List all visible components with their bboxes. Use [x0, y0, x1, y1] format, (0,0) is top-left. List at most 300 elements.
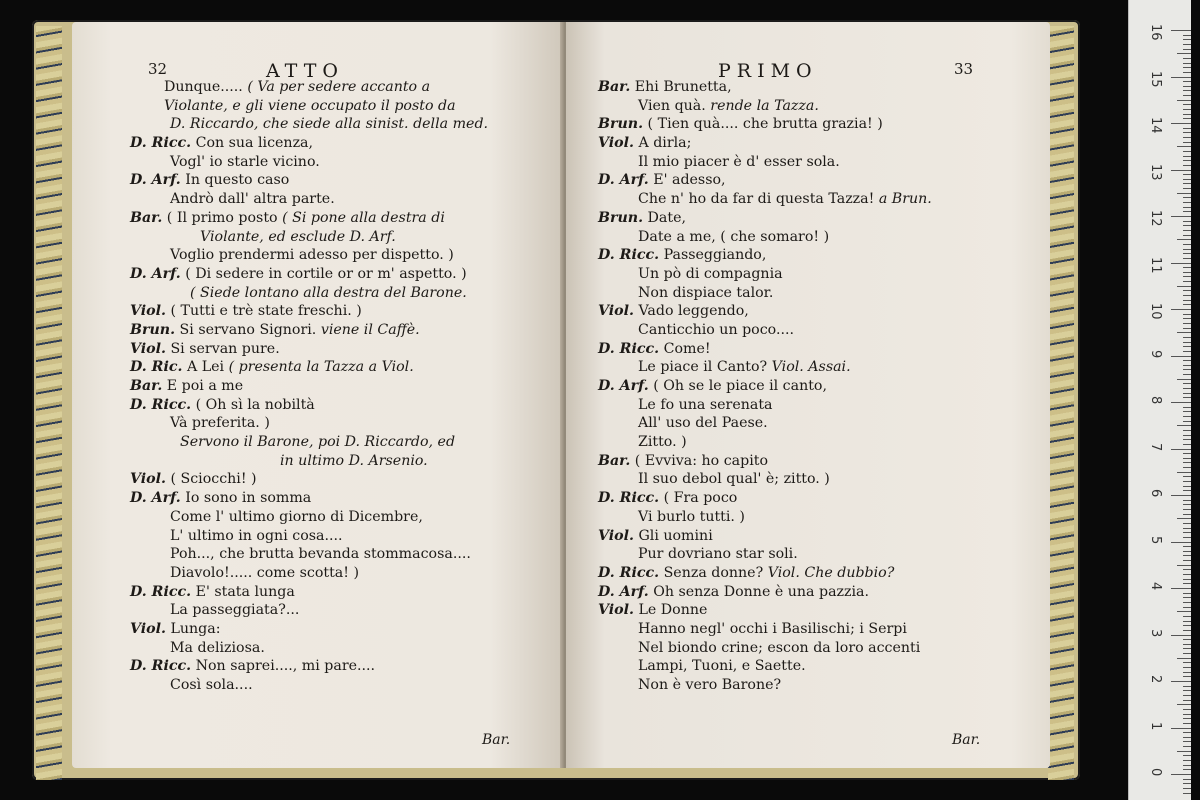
ruler-number: 15: [1148, 70, 1163, 88]
dialogue-text: Passeggiando,: [659, 247, 767, 264]
ruler-tick: [1183, 290, 1191, 291]
ruler-tick: [1183, 179, 1191, 180]
ruler-number: 2: [1148, 675, 1163, 684]
ruler-tick: [1183, 560, 1191, 561]
ruler-number: 5: [1148, 535, 1163, 544]
ruler-number: 14: [1148, 117, 1163, 134]
ruler-number: 10: [1148, 303, 1163, 320]
ruler-tick: [1177, 286, 1191, 287]
ruler-tick: [1183, 700, 1191, 701]
text-line: [598, 527, 932, 546]
ruler-tick: [1183, 695, 1191, 696]
dialogue-text: Zitto. ): [638, 434, 687, 451]
ruler-tick: [1183, 365, 1191, 366]
dialogue-text: Le fo una serenata: [638, 396, 773, 413]
text-line: [130, 284, 488, 303]
text-line: [130, 78, 488, 97]
ruler-tick: [1183, 156, 1191, 157]
speaker-name: Viol.: [130, 471, 166, 488]
ruler-tick: [1183, 342, 1191, 343]
dialogue-text: Poh..., che brutta bevanda stommacosa....: [170, 546, 471, 563]
text-line: [130, 321, 488, 340]
text-line: [130, 246, 488, 265]
ruler-tick: [1183, 769, 1191, 770]
dialogue-text: Nel biondo crine; escon da loro accenti: [638, 639, 921, 656]
ruler-number: 9: [1148, 349, 1163, 358]
ruler-tick: [1183, 174, 1191, 175]
ruler-tick: [1183, 709, 1191, 710]
ruler-tick: [1183, 118, 1191, 119]
ruler-tick: [1183, 718, 1191, 719]
text-line: [598, 508, 932, 527]
ruler-tick: [1183, 142, 1191, 143]
stage-direction: rende la Tazza.: [710, 97, 819, 114]
ruler-tick: [1183, 244, 1191, 245]
dialogue-text: Date,: [643, 209, 686, 226]
speaker-name: Brun.: [130, 321, 176, 338]
ruler-tick: [1183, 509, 1191, 510]
stage-direction: D. Riccardo, che siede alla sinist. della med.: [170, 116, 489, 133]
ruler-tick: [1177, 751, 1191, 752]
ruler-tick: [1183, 537, 1191, 538]
dialogue-text: Date a me, ( che somaro! ): [638, 228, 830, 245]
left-page: [72, 22, 564, 768]
catchword: Bar.: [482, 732, 511, 748]
ruler-tick: [1183, 137, 1191, 138]
stage-direction: ( Va per sedere accanto a: [247, 79, 431, 95]
ruler-tick: [1177, 332, 1191, 333]
ruler-number: 7: [1148, 442, 1163, 451]
ruler-tick: [1171, 123, 1191, 124]
text-line: [598, 414, 932, 433]
stage-direction: a Brun.: [878, 191, 932, 208]
ruler-tick: [1183, 583, 1191, 584]
running-head: ATTO: [266, 60, 344, 82]
text-line: [130, 209, 488, 228]
dialogue-text: Andrò dall' altra parte.: [170, 191, 335, 208]
text-line: [598, 209, 932, 228]
dialogue-text: ( Sciocchi! ): [165, 471, 257, 488]
ruler-tick: [1183, 783, 1191, 784]
ruler-tick: [1183, 188, 1191, 189]
ruler-tick: [1171, 495, 1191, 496]
speaker-name: Brun.: [598, 116, 644, 133]
text-line: [598, 396, 932, 415]
ruler-tick: [1171, 356, 1191, 357]
ruler-tick: [1183, 793, 1191, 794]
ruler-tick: [1183, 411, 1191, 412]
ruler-tick: [1183, 272, 1191, 273]
ruler-tick: [1183, 714, 1191, 715]
ruler-tick: [1183, 351, 1191, 352]
dialogue-text: A Lei: [182, 359, 229, 376]
ruler-tick: [1183, 49, 1191, 50]
dialogue-text: ( Evviva: ho capito: [630, 452, 768, 469]
ruler-tick: [1171, 681, 1191, 682]
ruler-tick: [1183, 453, 1191, 454]
speaker-name: D. Ricc.: [598, 247, 660, 264]
ruler-tick: [1183, 737, 1191, 738]
dialogue-text: Non saprei...., mi pare....: [191, 658, 376, 675]
speaker-name: D. Arf.: [598, 378, 649, 394]
dialogue-text: La passeggiata?...: [170, 602, 300, 619]
text-line: [598, 676, 932, 695]
dialogue-text: Dunque.....: [164, 79, 248, 95]
ruler-tick: [1183, 337, 1191, 338]
ruler-tick: [1183, 458, 1191, 459]
ruler-tick: [1183, 160, 1191, 161]
ruler-tick: [1183, 383, 1191, 384]
dialogue-text: ( Fra poco: [659, 490, 738, 507]
ruler-tick: [1183, 416, 1191, 417]
speaker-name: Viol.: [130, 620, 166, 637]
text-line: [598, 190, 932, 209]
text-line: [598, 583, 932, 602]
ruler-number: 4: [1148, 582, 1163, 591]
ruler-tick: [1171, 30, 1191, 31]
ruler-tick: [1183, 500, 1191, 501]
text-line: [130, 489, 488, 508]
ruler-tick: [1183, 35, 1191, 36]
dialogue-text: E poi a me: [162, 378, 244, 394]
speaker-name: Viol.: [130, 303, 166, 320]
text-line: [598, 377, 932, 396]
ruler-tick: [1177, 100, 1191, 101]
ruler-tick: [1183, 723, 1191, 724]
speaker-name: D. Arf.: [130, 265, 181, 282]
ruler-tick: [1183, 686, 1191, 687]
speaker-name: D. Ricc.: [130, 583, 192, 600]
ruler-tick: [1183, 676, 1191, 677]
dialogue-text: Non dispiace talor.: [638, 284, 774, 301]
dialogue-text: Non è vero Barone?: [638, 677, 782, 693]
ruler-tick: [1183, 328, 1191, 329]
ruler-tick: [1171, 77, 1191, 78]
text-line: [130, 564, 488, 583]
text-line: [598, 284, 932, 303]
ruler-tick: [1183, 183, 1191, 184]
stage-direction: Servono il Barone, poi D. Riccardo, ed: [180, 434, 456, 451]
dialogue-text: All' uso del Paese.: [638, 415, 768, 432]
ruler-tick: [1183, 672, 1191, 673]
text-line: [598, 228, 932, 247]
ruler-tick: [1177, 53, 1191, 54]
ruler-tick: [1177, 704, 1191, 705]
text-line: [598, 78, 932, 97]
ruler-tick: [1183, 439, 1191, 440]
text-line: [598, 639, 932, 658]
ruler-tick: [1183, 546, 1191, 547]
ruler-tick: [1183, 788, 1191, 789]
dialogue-text: Come l' ultimo giorno di Dicembre,: [170, 508, 423, 525]
ruler-tick: [1177, 146, 1191, 147]
dialogue-text: Così sola....: [170, 677, 253, 693]
dialogue-text: ( Di sedere in cortile or or m' aspetto. ): [180, 265, 467, 282]
ruler-tick: [1183, 732, 1191, 733]
text-line: [598, 452, 932, 471]
speaker-name: D. Ricc.: [598, 340, 660, 357]
ruler-tick: [1183, 318, 1191, 319]
ruler-number: 16: [1148, 24, 1163, 41]
ruler-tick: [1183, 597, 1191, 598]
ruler-tick: [1183, 72, 1191, 73]
text-body: [598, 78, 932, 695]
ruler-tick: [1183, 644, 1191, 645]
stage-direction: Violante, e gli viene occupato il posto da: [164, 97, 456, 114]
text-line: [130, 153, 488, 172]
stage-direction: in ultimo D. Arsenio.: [280, 452, 428, 469]
text-line: [130, 396, 488, 415]
right-page: [566, 22, 1050, 768]
text-line: [130, 657, 488, 676]
speaker-name: D. Ricc.: [130, 658, 192, 675]
speaker-name: Viol.: [598, 527, 634, 544]
text-line: [130, 414, 488, 433]
ruler-tick: [1183, 90, 1191, 91]
dialogue-text: In questo caso: [180, 172, 290, 189]
text-line: [598, 433, 932, 452]
ruler-tick: [1183, 249, 1191, 250]
dialogue-text: Và preferita. ): [170, 415, 270, 432]
dialogue-text: L' ultimo in ogni cosa....: [170, 527, 343, 544]
ruler-tick: [1171, 309, 1191, 310]
ruler-tick: [1183, 555, 1191, 556]
ruler-tick: [1183, 746, 1191, 747]
ruler-tick: [1183, 300, 1191, 301]
stage-direction: Violante, ed esclude D. Arf.: [200, 228, 396, 245]
dialogue-text: ( Tien quà.... che brutta grazia! ): [643, 116, 883, 133]
ruler-tick: [1183, 435, 1191, 436]
stage-direction: viene il Caffè.: [320, 321, 420, 338]
ruler-tick: [1183, 616, 1191, 617]
ruler-tick: [1171, 449, 1191, 450]
ruler-tick: [1183, 39, 1191, 40]
ruler-tick: [1183, 765, 1191, 766]
ruler-tick: [1183, 486, 1191, 487]
dialogue-text: Ehi Brunetta,: [630, 79, 732, 95]
speaker-name: Viol.: [130, 340, 166, 357]
text-line: [130, 358, 488, 377]
text-line: [598, 601, 932, 620]
ruler-tick: [1183, 393, 1191, 394]
ruler-tick: [1183, 662, 1191, 663]
ruler-tick: [1183, 755, 1191, 756]
ruler-tick: [1183, 532, 1191, 533]
dialogue-text: Come!: [659, 340, 711, 357]
speaker-name: Bar.: [130, 209, 163, 226]
dialogue-text: Il suo debol qual' è; zitto. ): [638, 471, 830, 488]
running-head: PRIMO: [718, 60, 818, 82]
text-line: [598, 489, 932, 508]
text-line: [130, 508, 488, 527]
ruler-tick: [1183, 221, 1191, 222]
ruler-tick: [1183, 253, 1191, 254]
ruler-tick: [1183, 63, 1191, 64]
ruler-tick: [1171, 635, 1191, 636]
speaker-name: D. Arf.: [598, 172, 649, 189]
ruler-tick: [1183, 430, 1191, 431]
ruler-tick: [1183, 388, 1191, 389]
text-line: [598, 545, 932, 564]
speaker-name: Brun.: [598, 209, 644, 226]
text-line: [130, 583, 488, 602]
catchword: Bar.: [952, 732, 981, 748]
text-line: [130, 545, 488, 564]
dialogue-text: Le Donne: [633, 602, 708, 619]
ruler-tick: [1183, 514, 1191, 515]
ruler-tick: [1183, 504, 1191, 505]
text-line: [130, 228, 488, 247]
speaker-name: Viol.: [598, 602, 634, 619]
text-line: [130, 639, 488, 658]
text-line: [130, 470, 488, 489]
stage-direction: ( Siede lontano alla destra del Barone.: [190, 284, 467, 301]
dialogue-text: Gli uomini: [633, 527, 713, 544]
dialogue-text: Lunga:: [165, 620, 221, 637]
dialogue-text: Vien quà.: [638, 97, 711, 114]
text-line: [130, 601, 488, 620]
dialogue-text: ( Oh se le piace il canto,: [648, 378, 827, 394]
ruler-number: 3: [1148, 628, 1163, 637]
ruler-tick: [1183, 44, 1191, 45]
dialogue-text: Con sua licenza,: [191, 135, 314, 152]
ruler-tick: [1171, 263, 1191, 264]
dialogue-text: Canticchio un poco....: [638, 321, 794, 338]
ruler-tick: [1177, 425, 1191, 426]
dialogue-text: Vi burlo tutti. ): [638, 508, 745, 525]
text-line: [130, 171, 488, 190]
ruler-tick: [1171, 588, 1191, 589]
speaker-name: D. Arf.: [130, 490, 181, 507]
measuring-ruler: [1128, 0, 1191, 800]
dialogue-text: Diavolo!..... come scotta! ): [170, 564, 359, 581]
stage-direction: ( Si pone alla destra di: [282, 209, 445, 226]
speaker-name: D. Ricc.: [598, 564, 660, 581]
stage-direction: Viol. Assai.: [771, 359, 851, 376]
ruler-tick: [1183, 109, 1191, 110]
text-line: [598, 153, 932, 172]
ruler-tick: [1171, 402, 1191, 403]
ruler-tick: [1183, 67, 1191, 68]
ruler-tick: [1177, 193, 1191, 194]
ruler-tick: [1183, 95, 1191, 96]
speaker-name: Viol.: [598, 303, 634, 320]
ruler-tick: [1177, 472, 1191, 473]
text-line: [130, 340, 488, 359]
text-line: [130, 115, 488, 134]
ruler-tick: [1177, 518, 1191, 519]
ruler-tick: [1183, 421, 1191, 422]
ruler-tick: [1183, 397, 1191, 398]
text-line: [598, 358, 932, 377]
ruler-number: 6: [1148, 489, 1163, 498]
ruler-tick: [1183, 132, 1191, 133]
ruler-tick: [1183, 281, 1191, 282]
text-line: [130, 676, 488, 695]
speaker-name: Viol.: [598, 135, 634, 152]
ruler-tick: [1183, 197, 1191, 198]
text-line: [598, 265, 932, 284]
ruler-tick: [1177, 565, 1191, 566]
ruler-tick: [1183, 467, 1191, 468]
dialogue-text: Senza donne?: [659, 564, 768, 581]
ruler-tick: [1183, 202, 1191, 203]
ruler-tick: [1183, 551, 1191, 552]
text-line: [130, 527, 488, 546]
ruler-tick: [1183, 607, 1191, 608]
ruler-tick: [1177, 658, 1191, 659]
ruler-tick: [1183, 207, 1191, 208]
text-line: [598, 564, 932, 583]
text-line: [130, 377, 488, 396]
ruler-tick: [1183, 276, 1191, 277]
text-line: [130, 302, 488, 321]
text-line: [130, 452, 488, 471]
dialogue-text: Un pò di compagnia: [638, 265, 783, 282]
page-number: 33: [954, 60, 974, 78]
ruler-tick: [1183, 360, 1191, 361]
speaker-name: Bar.: [130, 378, 163, 394]
ruler-tick: [1183, 579, 1191, 580]
ruler-tick: [1183, 602, 1191, 603]
dialogue-text: Che n' ho da far di questa Tazza!: [638, 191, 879, 208]
ruler-tick: [1183, 648, 1191, 649]
ruler-tick: [1183, 128, 1191, 129]
dialogue-text: E' stata lunga: [191, 583, 295, 600]
ruler-number: 13: [1148, 163, 1163, 181]
ruler-number: 12: [1148, 210, 1163, 227]
ruler-number: 11: [1148, 256, 1163, 274]
ruler-number: 0: [1148, 768, 1163, 777]
text-line: [598, 246, 932, 265]
text-line: [598, 620, 932, 639]
ruler-tick: [1183, 314, 1191, 315]
dialogue-text: Io sono in somma: [180, 490, 312, 507]
text-line: [130, 97, 488, 116]
ruler-tick: [1183, 267, 1191, 268]
ruler-number: 8: [1148, 396, 1163, 405]
dialogue-text: ( Tutti e trè state freschi. ): [165, 303, 362, 320]
ruler-tick: [1183, 86, 1191, 87]
dialogue-text: Ma deliziosa.: [170, 639, 265, 656]
dialogue-text: Vogl' io starle vicino.: [170, 153, 320, 170]
ruler-tick: [1183, 630, 1191, 631]
ruler-tick: [1183, 593, 1191, 594]
dialogue-text: A dirla;: [633, 135, 692, 152]
text-line: [130, 620, 488, 639]
ruler-tick: [1183, 165, 1191, 166]
ruler-tick: [1183, 81, 1191, 82]
ruler-tick: [1177, 239, 1191, 240]
text-line: [598, 657, 932, 676]
dialogue-text: Voglio prendermi adesso per dispetto. ): [170, 247, 454, 264]
ruler-tick: [1183, 407, 1191, 408]
ruler-tick: [1183, 323, 1191, 324]
stage-direction: ( presenta la Tazza a Viol.: [228, 359, 414, 376]
text-line: [598, 470, 932, 489]
speaker-name: Bar.: [598, 79, 631, 95]
ruler-tick: [1183, 574, 1191, 575]
dialogue-text: Oh senza Donne è una pazzia.: [648, 583, 869, 600]
ruler-tick: [1171, 774, 1191, 775]
ruler-tick: [1183, 151, 1191, 152]
dialogue-text: Si servan pure.: [165, 340, 280, 357]
dialogue-text: Il mio piacer è d' esser sola.: [638, 153, 840, 170]
book-edge-left: [36, 26, 62, 780]
ruler-tick: [1171, 216, 1191, 217]
speaker-name: D. Ricc.: [598, 490, 660, 507]
text-line: [598, 134, 932, 153]
